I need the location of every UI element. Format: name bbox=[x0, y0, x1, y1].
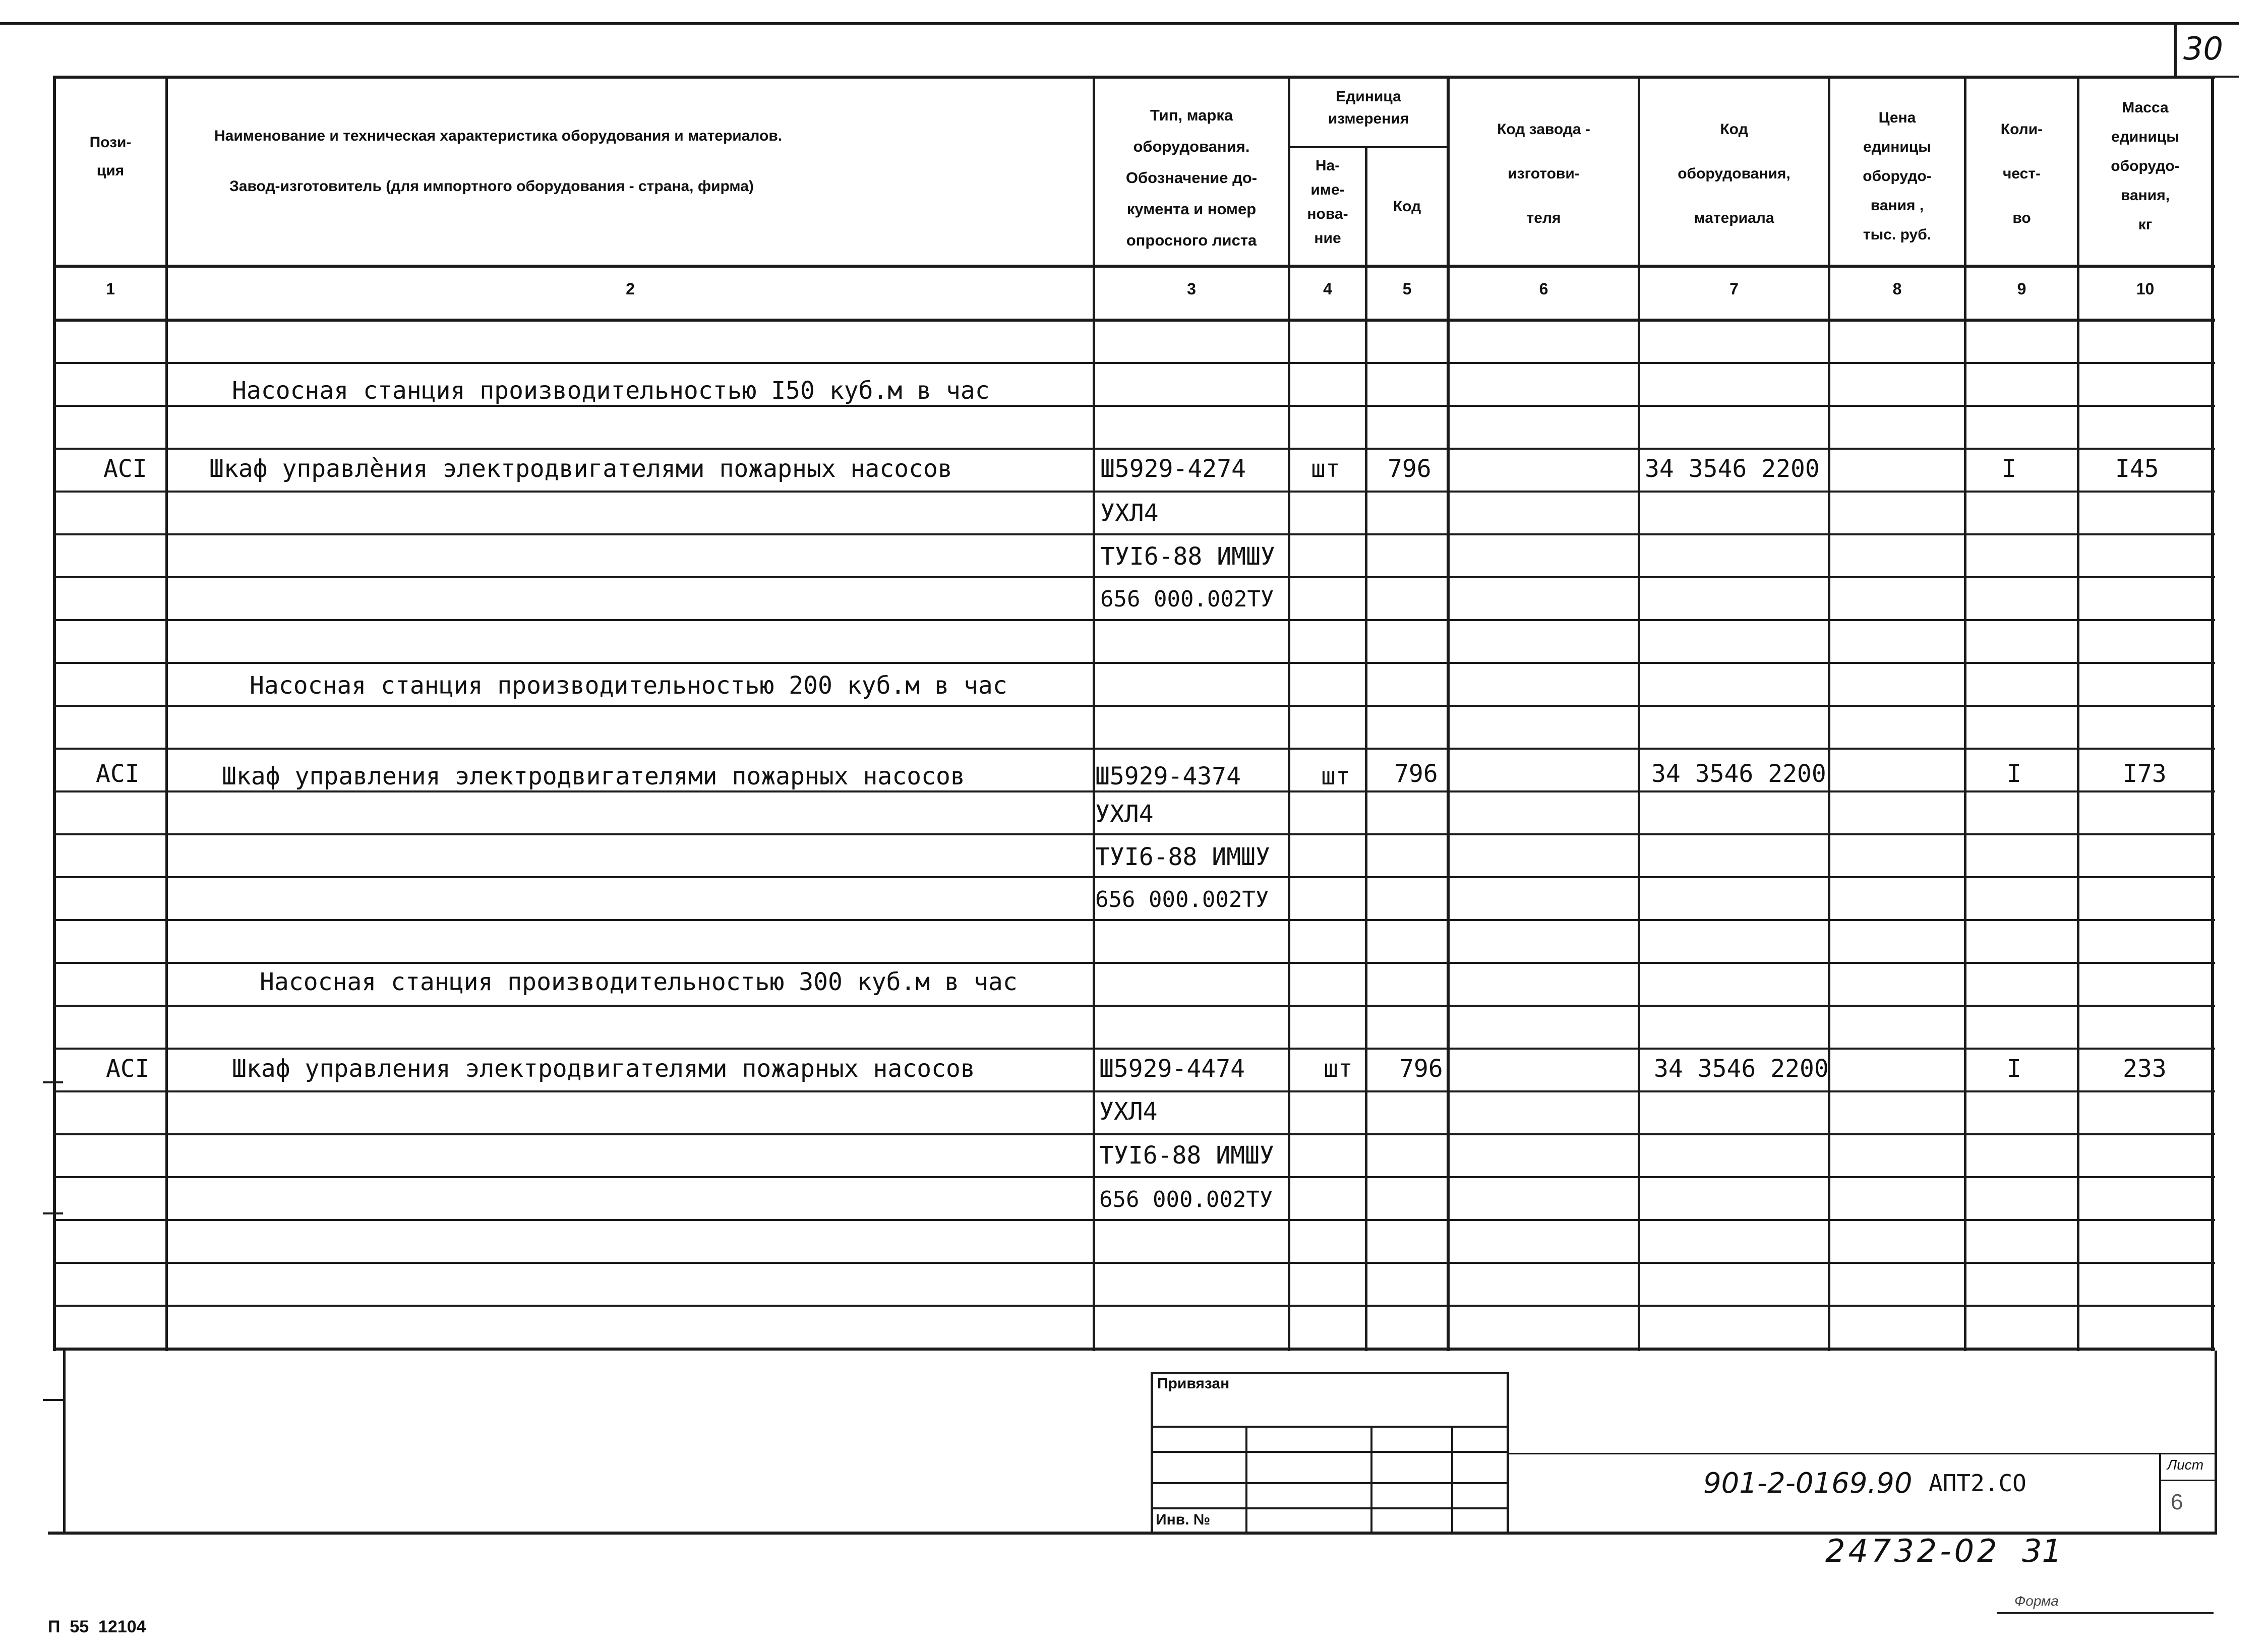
row-line bbox=[53, 576, 2215, 578]
sheet-box-left bbox=[2159, 1453, 2161, 1534]
sheet-label: Лист bbox=[2167, 1457, 2204, 1473]
row-line bbox=[53, 705, 2215, 707]
header-unit-name: На- име- нова- ние bbox=[1307, 157, 1348, 247]
unit-group-divider bbox=[1288, 146, 1449, 148]
doc-suffix: АПТ2.СО bbox=[1929, 1470, 2026, 1497]
stamp-line bbox=[1151, 1426, 1509, 1428]
lower-frame-right bbox=[2215, 1351, 2217, 1535]
header-position: Пози- ция bbox=[89, 134, 132, 179]
type-line: УХЛ4 bbox=[1100, 499, 1159, 527]
stamp-line bbox=[1370, 1426, 1372, 1534]
row-line bbox=[53, 833, 2215, 835]
row-line bbox=[53, 662, 2215, 664]
mass: 233 bbox=[2123, 1055, 2167, 1083]
colnum-2: 2 bbox=[626, 280, 635, 298]
unit-code: 796 bbox=[1394, 760, 1438, 788]
unit-code: 796 bbox=[1388, 455, 1431, 483]
colnum-5: 5 bbox=[1402, 280, 1412, 298]
stamp-line bbox=[1151, 1451, 1509, 1453]
stamp-line bbox=[1451, 1426, 1453, 1534]
unit-code: 796 bbox=[1399, 1055, 1443, 1083]
row-line bbox=[53, 362, 2215, 364]
type-line: ТУI6-88 ИМШУ bbox=[1100, 542, 1275, 571]
row-line bbox=[53, 619, 2215, 621]
type-line: 656 000.002ТУ bbox=[1095, 887, 1269, 912]
colnum-10: 10 bbox=[2136, 280, 2155, 298]
binding-tick bbox=[43, 1399, 63, 1401]
stamp-line bbox=[1151, 1372, 1153, 1534]
type-line: ТУI6-88 ИМШУ bbox=[1095, 843, 1270, 871]
position-cell: ACI bbox=[103, 455, 147, 483]
stamp-line bbox=[1151, 1372, 1509, 1374]
type-line: 656 000.002ТУ bbox=[1099, 1187, 1273, 1212]
colnum-6: 6 bbox=[1539, 280, 1548, 298]
header-unit-group: Единица измерения bbox=[1328, 88, 1409, 127]
position-cell: ACI bbox=[96, 760, 140, 788]
top-border bbox=[0, 22, 2239, 25]
row-line bbox=[53, 919, 2215, 921]
position-cell: ACI bbox=[106, 1055, 150, 1083]
header-bottom-line bbox=[53, 265, 2215, 268]
row-line bbox=[53, 1090, 2215, 1092]
section-title: Насосная станция производительностью 300 куб.м в час bbox=[260, 968, 1018, 996]
unit-name: шт bbox=[1311, 455, 1340, 483]
equipment-code: 34 3546 2200 bbox=[1645, 455, 1820, 483]
equipment-name: Шкаф управлѐния электродвигателями пожарных насосов bbox=[209, 455, 952, 483]
stamp-line bbox=[1151, 1507, 1509, 1509]
header-quantity: Коли- чест- во bbox=[2000, 121, 2043, 226]
row-line bbox=[53, 1133, 2215, 1135]
type-line: ТУI6-88 ИМШУ bbox=[1099, 1141, 1274, 1170]
table-top-line bbox=[53, 76, 2215, 79]
row-line bbox=[53, 533, 2215, 535]
col-line-0 bbox=[53, 76, 56, 1351]
header-unit-code: Код bbox=[1393, 198, 1421, 215]
mass: I73 bbox=[2123, 760, 2167, 788]
header-equipment-code: Код оборудования, материала bbox=[1678, 121, 1790, 226]
doc-block-top bbox=[1509, 1453, 2215, 1454]
colnum-bottom-line bbox=[53, 319, 2215, 322]
col-line-9 bbox=[2077, 76, 2079, 1351]
footer-code: П 55 12104 bbox=[48, 1617, 146, 1636]
sheet-box-divider bbox=[2159, 1480, 2215, 1481]
col-line-1 bbox=[165, 76, 168, 1351]
equipment-code: 34 3546 2200 bbox=[1654, 1055, 1829, 1083]
row-line bbox=[53, 1176, 2215, 1178]
section-title: Насосная станция производительностью I50 куб.м в час bbox=[232, 377, 990, 405]
quantity: I bbox=[2007, 1055, 2021, 1083]
row-line bbox=[53, 748, 2215, 750]
col-line-8 bbox=[1964, 76, 1966, 1351]
equipment-name: Шкаф управления электродвигателями пожарных насосов bbox=[222, 762, 965, 790]
type-line: Ш5929-4274 bbox=[1100, 455, 1246, 483]
stamp-line bbox=[1245, 1426, 1247, 1534]
quantity: I bbox=[2007, 760, 2021, 788]
col-line-5 bbox=[1447, 76, 1450, 1351]
mass: I45 bbox=[2115, 455, 2159, 483]
type-line: УХЛ4 bbox=[1095, 800, 1154, 828]
section-title: Насосная станция производительностью 200 куб.м в час bbox=[250, 672, 1007, 700]
quantity: I bbox=[2002, 455, 2016, 483]
header-type: Тип, марка оборудования. Обозначение до- кумента и номер опросного листа bbox=[1125, 106, 1258, 249]
row-line bbox=[53, 962, 2215, 964]
equipment-name: Шкаф управления электродвигателями пожарных насосов bbox=[232, 1055, 975, 1083]
binding-tick bbox=[43, 1081, 63, 1083]
type-line: Ш5929-4474 bbox=[1099, 1055, 1245, 1083]
row-line bbox=[53, 491, 2215, 493]
unit-name: шт bbox=[1321, 762, 1350, 790]
type-line: УХЛ4 bbox=[1099, 1097, 1158, 1126]
row-line bbox=[53, 1048, 2215, 1050]
header-mass: Масса единицы оборудо- вания, кг bbox=[2111, 99, 2180, 233]
form-label: Форма bbox=[2014, 1593, 2059, 1609]
form-underline bbox=[1997, 1612, 2214, 1614]
doc-code: 901-2-0169.90 bbox=[1703, 1467, 1913, 1500]
col-line-2 bbox=[1093, 76, 1095, 1351]
sheet-number-box-left bbox=[2174, 22, 2177, 78]
archive-number: 24732-02 bbox=[1825, 1533, 2000, 1569]
header-name-line1: Наименование и техническая характеристика оборудования и материалов. bbox=[214, 128, 783, 144]
header-price: Цена единицы оборудо- вания , тыс. руб. bbox=[1863, 109, 1932, 243]
type-line: Ш5929-4374 bbox=[1095, 762, 1241, 790]
equipment-code: 34 3546 2200 bbox=[1651, 760, 1826, 788]
row-line bbox=[53, 1262, 2215, 1264]
row-line bbox=[53, 876, 2215, 878]
privyazan-label: Привязан bbox=[1157, 1375, 1230, 1392]
sheet-value: 6 bbox=[2171, 1490, 2183, 1514]
binding-tick bbox=[43, 1212, 63, 1214]
type-line: 656 000.002ТУ bbox=[1100, 586, 1274, 612]
row-line bbox=[53, 1005, 2215, 1007]
row-line bbox=[53, 1219, 2215, 1221]
row-line bbox=[53, 1305, 2215, 1307]
col-line-6 bbox=[1638, 76, 1640, 1351]
table-bottom-line bbox=[53, 1348, 2215, 1351]
col-line-3 bbox=[1288, 76, 1290, 1351]
header-name-line2: Завод-изготовитель (для импортного оборудования - страна, фирма) bbox=[229, 178, 754, 195]
colnum-1: 1 bbox=[106, 280, 115, 298]
colnum-8: 8 bbox=[1892, 280, 1902, 298]
header-factory-code: Код завода - изготови- теля bbox=[1497, 121, 1590, 226]
inv-no-label: Инв. № bbox=[1156, 1511, 1211, 1528]
colnum-4: 4 bbox=[1323, 280, 1332, 298]
colnum-9: 9 bbox=[2017, 280, 2026, 298]
colnum-7: 7 bbox=[1729, 280, 1739, 298]
sheet-number: 30 bbox=[2183, 30, 2223, 67]
lower-frame-left bbox=[63, 1351, 66, 1535]
unit-name: шт bbox=[1324, 1055, 1353, 1083]
col-line-10 bbox=[2211, 76, 2214, 1351]
stamp-line bbox=[1151, 1482, 1509, 1484]
archive-page: 31 bbox=[2022, 1533, 2062, 1569]
colnum-3: 3 bbox=[1187, 280, 1196, 298]
col-line-7 bbox=[1828, 76, 1830, 1351]
row-line bbox=[53, 448, 2215, 450]
